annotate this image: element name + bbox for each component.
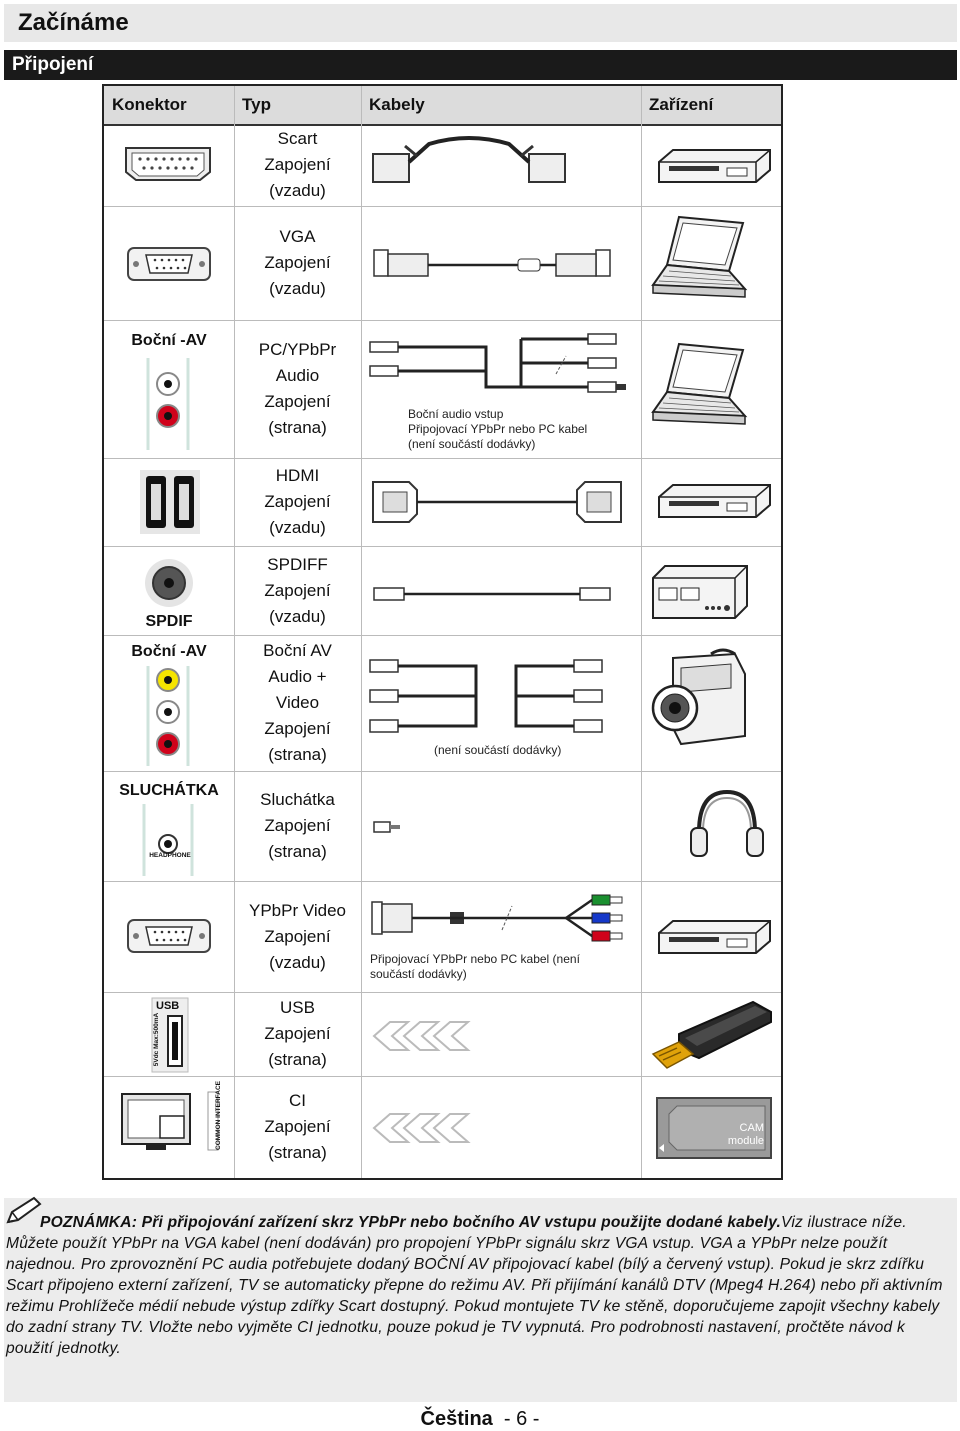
tv-back-panel-icon bbox=[120, 1090, 220, 1152]
side-av-jacks-icon bbox=[148, 666, 190, 766]
scart-cable-icon bbox=[369, 134, 569, 194]
header-konektor: Konektor bbox=[112, 95, 187, 114]
type-cell-usb bbox=[234, 992, 361, 1076]
ci-port-label: COMMON INTERFACE bbox=[214, 1081, 222, 1150]
ypbpr-vga-port-icon bbox=[126, 918, 212, 954]
type-cell-spdif bbox=[234, 546, 361, 635]
connector-label-side-av-video: Boční -AV bbox=[131, 643, 207, 660]
cable-caption-side-av: (není součástí dodávky) bbox=[434, 743, 562, 757]
type-line: YPbPr Video bbox=[248, 900, 347, 920]
scart-socket-icon bbox=[122, 144, 214, 184]
connector-label-headphones: SLUCHÁTKA bbox=[119, 782, 219, 799]
table-header bbox=[104, 86, 781, 126]
connection-table bbox=[102, 84, 783, 1180]
type-cell-hdmi bbox=[234, 458, 361, 546]
type-cell-ci bbox=[234, 1076, 361, 1178]
type-line: Zapojení bbox=[264, 1024, 331, 1043]
cam-label-line: module bbox=[727, 1135, 764, 1147]
row-divider bbox=[104, 881, 781, 882]
vga-port-icon bbox=[126, 246, 212, 282]
type-cell-side-av bbox=[234, 635, 361, 771]
headphone-jack-icon bbox=[144, 804, 194, 876]
spdif-port-icon bbox=[144, 558, 194, 608]
usb-insert-arrows-icon bbox=[372, 1020, 482, 1052]
type-line: Boční AV bbox=[263, 641, 332, 660]
header-zarizeni: Zařízení bbox=[649, 95, 714, 114]
type-line: (vzadu) bbox=[269, 952, 326, 972]
type-line: Audio bbox=[275, 366, 320, 385]
type-line: Zapojení bbox=[264, 580, 331, 600]
type-line: Zapojení bbox=[264, 926, 331, 946]
type-line: SPDIFF bbox=[267, 554, 328, 574]
headphone-port-label: HEADPHONE bbox=[149, 852, 191, 859]
page-footer bbox=[0, 1408, 960, 1431]
type-line: (vzadu) bbox=[269, 181, 326, 200]
type-line: USB bbox=[280, 998, 315, 1017]
caption-line: (není součástí dodávky) bbox=[408, 437, 536, 451]
cable-caption-ypbpr bbox=[370, 952, 638, 982]
type-line: (strana) bbox=[268, 745, 327, 764]
type-line: Zapojení bbox=[264, 492, 331, 511]
type-line: CI bbox=[289, 1091, 306, 1110]
audio-amplifier-icon bbox=[651, 564, 749, 620]
note-bold-text: : Při připojování zařízení skrz YPbPr nebo bočního AV vstupu použijte dodané kabely. bbox=[131, 1214, 782, 1231]
row-divider bbox=[104, 206, 781, 207]
type-line: Zapojení bbox=[264, 155, 331, 174]
caption-line: Boční audio vstup bbox=[408, 407, 504, 421]
cam-module-label bbox=[704, 1122, 764, 1148]
page-number: - 6 - bbox=[503, 1408, 540, 1430]
type-cell-vga bbox=[234, 206, 361, 320]
type-line: VGA bbox=[279, 227, 316, 246]
coaxial-cable-icon bbox=[372, 582, 612, 606]
cam-label-line: CAM bbox=[739, 1122, 764, 1134]
column-divider bbox=[361, 86, 362, 1178]
type-line: Audio + bbox=[268, 667, 327, 686]
section-title: Připojení bbox=[4, 50, 957, 80]
usb-port-rating: 5Vdc Max:500mA bbox=[153, 1012, 161, 1067]
av-cable-icon bbox=[366, 654, 641, 740]
type-line: Zapojení bbox=[264, 392, 331, 411]
column-divider bbox=[641, 86, 642, 1178]
note-body: Viz ilustrace níže. Můžete použít YPbPr na VGA kabel (není dodáván) pro propojení YPbPr signálu skrz VGA vstup. VGA a YPbPr nelze použít najednou. Pro zprovoznění PC audia potřebujete dodaný BOČNÍ AV připojovací kabel (bílý a červený vstup). Pokud je skrz zdířku Scart připojeno externí zařízení, TV se automaticky přepne do režimu AV. Při přijímání kanálů DTV (Mpeg4 H.264) nebo při aktivním režimu Prohlížeče médií nebude výstup zdířky Scart dostupný. Pokud montujete TV ke stěně, doporučujeme zapojit všechny kabely do zadní strany TV. Vložte nebo vyjměte CI jednotku, pouze pokud je TV vypnutá. Pro podrobnosti nastavení, pročtěte návod k použití jednotky. bbox=[6, 1214, 943, 1357]
type-line: (strana) bbox=[268, 1143, 327, 1162]
header-kabely: Kabely bbox=[369, 95, 425, 114]
headphones-icon bbox=[689, 786, 765, 862]
note-text bbox=[6, 1212, 956, 1359]
laptop-icon bbox=[649, 213, 749, 305]
type-line: Zapojení bbox=[264, 816, 331, 835]
type-line: Scart bbox=[277, 129, 318, 148]
headphone-plug-icon bbox=[372, 820, 402, 834]
connector-label-side-av: Boční -AV bbox=[131, 332, 207, 349]
ypbpr-cable-icon bbox=[370, 892, 640, 948]
dvd-player-icon bbox=[657, 148, 772, 186]
ci-insert-arrows-icon bbox=[372, 1112, 482, 1144]
row-divider bbox=[104, 458, 781, 459]
cable-caption-side-audio bbox=[408, 407, 638, 452]
type-line: Sluchátka bbox=[260, 790, 335, 809]
row-divider bbox=[104, 635, 781, 636]
footer-language: Čeština bbox=[420, 1408, 493, 1430]
row-divider bbox=[104, 320, 781, 321]
row-divider bbox=[104, 992, 781, 993]
dvd-player-icon bbox=[657, 919, 772, 957]
type-cell-pc-ypbpr-audio bbox=[234, 320, 361, 458]
type-line: (vzadu) bbox=[269, 606, 326, 626]
type-line: (strana) bbox=[268, 1050, 327, 1069]
type-line: Zapojení bbox=[264, 1117, 331, 1136]
usb-flash-drive-icon bbox=[649, 998, 775, 1070]
type-line: (strana) bbox=[268, 418, 327, 437]
caption-line: součástí dodávky) bbox=[370, 967, 467, 981]
usb-port-label: USB bbox=[156, 1000, 180, 1012]
hdmi-ports-icon bbox=[140, 470, 200, 534]
side-av-audio-jacks-icon bbox=[148, 358, 190, 450]
type-line: PC/YPbPr bbox=[258, 340, 337, 359]
caption-line: Připojovací YPbPr nebo PC kabel bbox=[408, 422, 588, 436]
hdmi-cable-icon bbox=[369, 476, 625, 528]
type-cell-ypbpr-video bbox=[234, 881, 361, 992]
type-cell-headphones bbox=[234, 771, 361, 881]
type-line: Zapojení bbox=[264, 253, 331, 272]
type-line: (strana) bbox=[268, 842, 327, 861]
camcorder-icon bbox=[651, 648, 749, 754]
laptop-icon bbox=[649, 340, 749, 432]
connector-label-spdif: SPDIF bbox=[145, 613, 193, 630]
caption-line: Připojovací YPbPr nebo PC kabel (není bbox=[370, 952, 580, 966]
vga-cable-icon bbox=[372, 246, 612, 286]
header-typ: Typ bbox=[242, 95, 271, 114]
type-line: (vzadu) bbox=[269, 279, 326, 298]
page-title: Začínáme bbox=[4, 4, 957, 42]
audio-splitter-cable-icon bbox=[366, 330, 641, 400]
type-line: Video bbox=[275, 693, 320, 712]
row-divider bbox=[104, 1076, 781, 1077]
row-divider bbox=[104, 546, 781, 547]
note-label: POZNÁMKA bbox=[40, 1214, 132, 1231]
dvd-player-icon bbox=[657, 483, 772, 521]
type-line: (vzadu) bbox=[269, 518, 326, 537]
type-line: Zapojení bbox=[264, 719, 331, 738]
type-line: HDMI bbox=[275, 466, 320, 485]
type-cell-scart bbox=[234, 124, 361, 206]
row-divider bbox=[104, 771, 781, 772]
